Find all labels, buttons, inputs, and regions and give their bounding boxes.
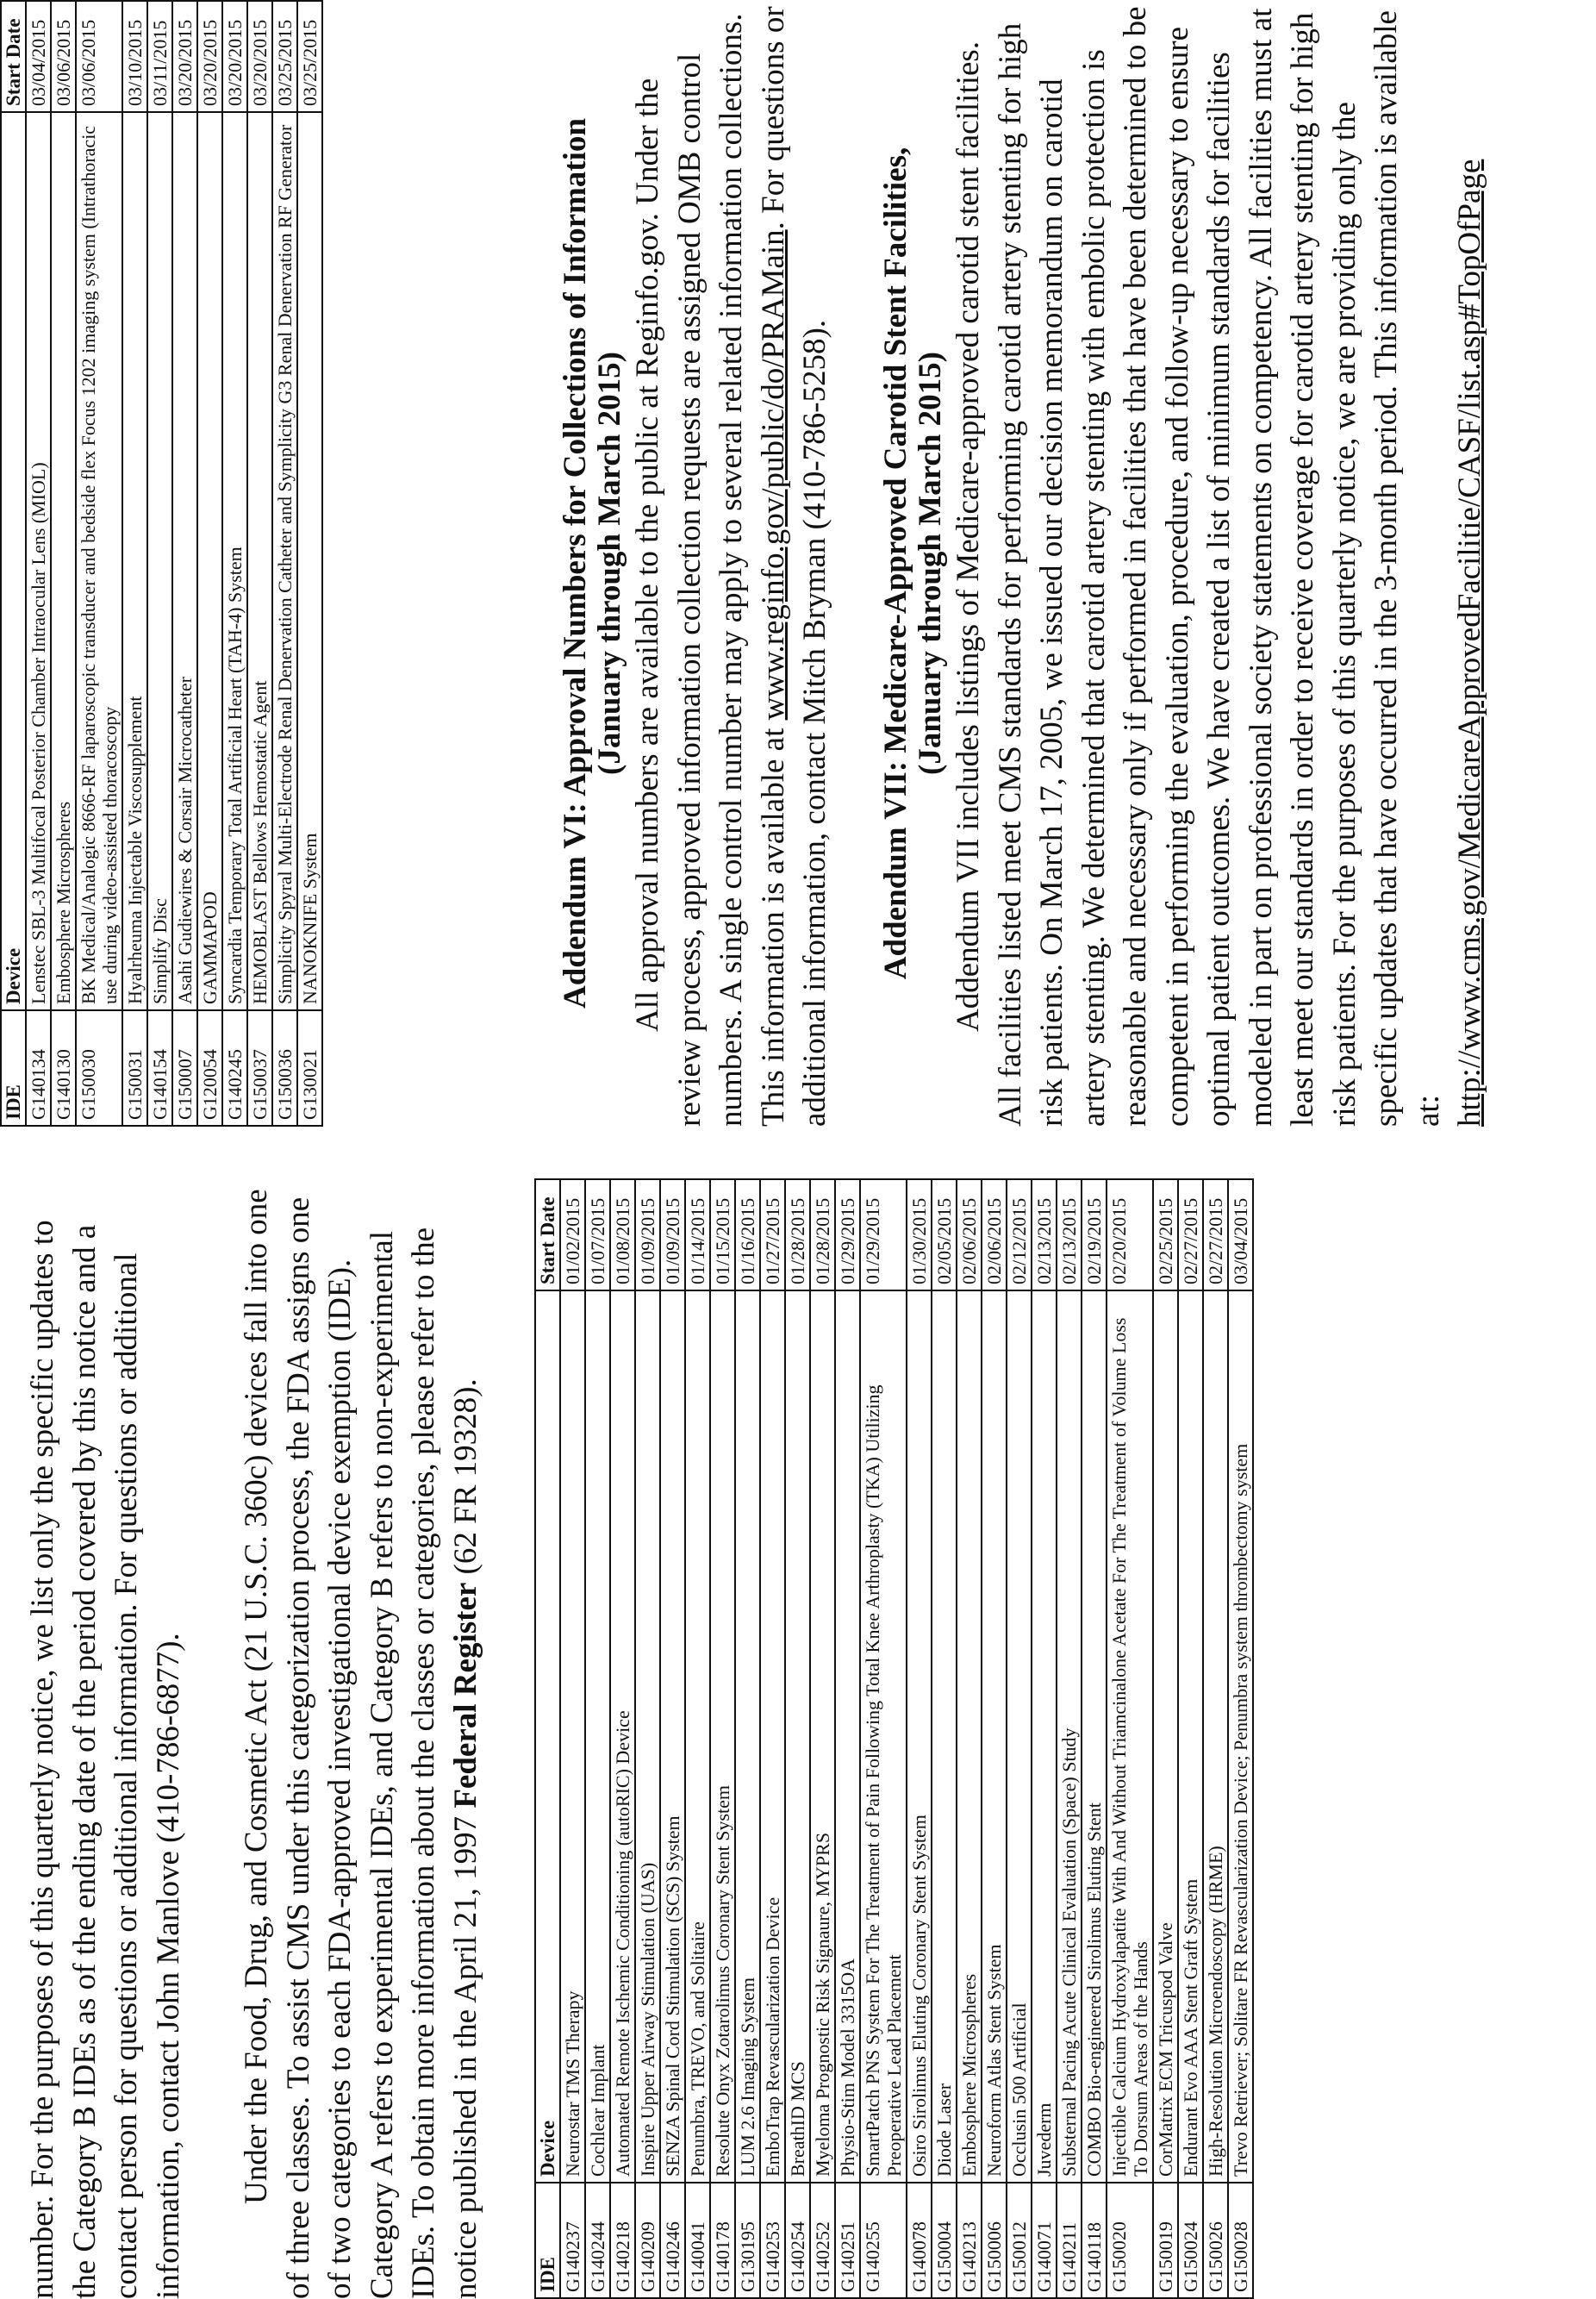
- table-row: [560, 1179, 585, 2298]
- ide-cell: G140078: [907, 2183, 932, 2298]
- table-row: [272, 1, 297, 1126]
- ide-cell: G150004: [932, 2183, 957, 2298]
- table-row: [197, 1, 222, 1126]
- ide-cell: G150030: [76, 1010, 122, 1126]
- table-row: [760, 1179, 785, 2298]
- table-row: [1178, 1179, 1203, 2298]
- ide-cell: G140246: [660, 2183, 685, 2298]
- device-cell: Penumbra, TREVO, and Solitaire: [685, 1290, 710, 2183]
- device-cell: Asahi Gudiewires & Corsair Microcatheter: [172, 112, 197, 1010]
- device-cell: SENZA Spinal Cord Stimulation (SCS) System: [660, 1290, 685, 2183]
- intro-paragraph: [22, 1178, 190, 2299]
- start-date-cell: 01/29/2015: [860, 1179, 907, 1290]
- device-cell: LUM 2.6 Imaging System: [735, 1290, 760, 2183]
- header-device: Device: [1, 112, 26, 1010]
- addendum-vii-paragraph: [948, 0, 1492, 1127]
- device-cell: NANOKNIFE System: [297, 112, 322, 1010]
- reginfo-link[interactable]: www.reginfo.gov/public/do/PRAMain: [755, 229, 791, 721]
- start-date-cell: 02/19/2015: [1082, 1179, 1107, 1290]
- table-row: [907, 1179, 932, 2298]
- ide-cell: G140245: [222, 1010, 247, 1126]
- device-cell: CorMatrix ECM Tricuspod Valve: [1153, 1290, 1178, 2183]
- device-cell: Myeloma Prognostic Risk Signaure, MYPRS: [810, 1290, 835, 2183]
- intro-text: number. For the purposes of this quarterly notice, we list only the specific updates to the Category B IDEs as of the ending date of the period covered by this notice and a contact person for questions or additional information. For questions or additional information, contact John Manlove (410-786-6877).: [25, 1220, 186, 2299]
- addendum-vi-text-end: . For questions or additional information, contact Mitch Bryman (410-786-5258).: [755, 6, 832, 1127]
- device-cell: Inspire Upper Airway Stimulation (UAS): [635, 1290, 660, 2183]
- ide-cell: G140254: [785, 2183, 810, 2298]
- addendum-vii-subtitle: (January through March 2015): [913, 352, 948, 775]
- ide-cell: G140218: [610, 2183, 635, 2298]
- start-date-cell: 03/04/2015: [1228, 1179, 1253, 1290]
- ide-cell: G140041: [685, 2183, 710, 2298]
- device-cell: HEMOBLAST Bellows Hemostatic Agent: [247, 112, 272, 1010]
- addendum-vii-title: Addendum VII: Medicare-Approved Carotid Stent Facilities,: [878, 147, 913, 980]
- addendum-vi-text: All approval numbers are available to the public at Reginfo.gov. Under the review process, approved information collection requests are assigned OMB control numbers. A single control number may apply to several related information collections. This information is available at: [630, 13, 791, 1127]
- header-ide: IDE: [1, 1010, 26, 1126]
- ide-table-left: [534, 1178, 1254, 2299]
- ide-cell: G130195: [735, 2183, 760, 2298]
- table-header-row: [1, 1, 26, 1126]
- device-cell: Simplicity Spyral Multi-Electrode Renal Denervation Catheter and Symplicity G3 Renal Denervation RF Generator: [272, 112, 297, 1010]
- ide-cell: G150020: [1107, 2183, 1153, 2298]
- start-date-cell: 01/08/2015: [610, 1179, 635, 1290]
- ide-cell: G140213: [957, 2183, 982, 2298]
- table-row: [26, 1, 51, 1126]
- start-date-cell: 01/14/2015: [685, 1179, 710, 1290]
- addendum-vi-title: Addendum VI: Approval Numbers for Collections of Information: [558, 118, 593, 1009]
- device-cell: Resolute Onyx Zotarolimus Coronary Stent System: [710, 1290, 735, 2183]
- addendum-vi-paragraph: [627, 0, 837, 1127]
- ide-cell: G140209: [635, 2183, 660, 2298]
- device-cell: BreathID MCS: [785, 1290, 810, 2183]
- device-cell: Occlusin 500 Artificial: [1007, 1290, 1032, 2183]
- ide-cell: G140255: [860, 2183, 907, 2298]
- table-row: [122, 1, 147, 1126]
- table-row: [1107, 1179, 1153, 2298]
- device-cell: Embosphere Microspheres: [957, 1290, 982, 2183]
- start-date-cell: 01/15/2015: [710, 1179, 735, 1290]
- device-cell: Lenstec SBL-3 Multifocal Posterior Chamber Intraocular Lens (MIOL): [26, 112, 51, 1010]
- device-cell: Syncardia Temporary Total Artificial Heart (TAH-4) System: [222, 112, 247, 1010]
- device-cell: Substernal Pacing Acute Clinical Evaluation (Space) Study: [1057, 1290, 1082, 2183]
- table-row: [147, 1, 172, 1126]
- header-start-date: Start Date: [535, 1179, 560, 1290]
- start-date-cell: 02/13/2015: [1032, 1179, 1057, 1290]
- table-row: [785, 1179, 810, 2298]
- ide-cell: G140252: [810, 2183, 835, 2298]
- start-date-cell: 01/09/2015: [660, 1179, 685, 1290]
- start-date-cell: 02/27/2015: [1178, 1179, 1203, 1290]
- device-cell: BK Medical/Analogic 8666-RF laparoscopic transducer and bedside flex Focus 1202 imaging system (Intrathoracic use during video-assisted thoracoscopy: [76, 112, 122, 1010]
- table-row: [982, 1179, 1007, 2298]
- ide-cell: G150036: [272, 1010, 297, 1126]
- table-row: [610, 1179, 635, 2298]
- addendum-vi-section: [558, 0, 837, 1127]
- ide-cell: G140071: [1032, 2183, 1057, 2298]
- table-row: [76, 1, 122, 1126]
- start-date-cell: 03/11/2015: [147, 1, 172, 112]
- ide-cell: G140130: [51, 1010, 76, 1126]
- start-date-cell: 02/05/2015: [932, 1179, 957, 1290]
- table-row: [660, 1179, 685, 2298]
- table-row: [710, 1179, 735, 2298]
- table-body: [560, 1179, 1253, 2298]
- start-date-cell: 02/12/2015: [1007, 1179, 1032, 1290]
- ide-cell: G140134: [26, 1010, 51, 1126]
- ide-cell: G130021: [297, 1010, 322, 1126]
- table-row: [735, 1179, 760, 2298]
- start-date-cell: 01/27/2015: [760, 1179, 785, 1290]
- start-date-cell: 01/02/2015: [560, 1179, 585, 1290]
- table-row: [51, 1, 76, 1126]
- table-row: [635, 1179, 660, 2298]
- start-date-cell: 02/20/2015: [1107, 1179, 1153, 1290]
- table-row: [222, 1, 247, 1126]
- table-row: [1153, 1179, 1178, 2298]
- start-date-cell: 03/06/2015: [76, 1, 122, 112]
- start-date-cell: 01/28/2015: [785, 1179, 810, 1290]
- table-row: [835, 1179, 860, 2298]
- ide-cell: G150026: [1203, 2183, 1228, 2298]
- start-date-cell: 01/29/2015: [835, 1179, 860, 1290]
- table-row: [247, 1, 272, 1126]
- start-date-cell: 03/20/2015: [172, 1, 197, 112]
- device-cell: Automated Remote Ischemic Conditioning (autoRIC) Device: [610, 1290, 635, 2183]
- ide-cell: G140253: [760, 2183, 785, 2298]
- device-cell: Osiro Sirolimus Eluting Coronary Stent System: [907, 1290, 932, 2183]
- device-cell: Trevo Retriever; Solitare FR Revascularization Device; Penumbra system thrombectomy system: [1228, 1290, 1253, 2183]
- ide-cell: G140244: [585, 2183, 610, 2298]
- right-column: [0, 0, 1596, 1127]
- device-cell: Embosphere Microspheres: [51, 112, 76, 1010]
- ide-cell: G150012: [1007, 2183, 1032, 2298]
- start-date-cell: 02/25/2015: [1153, 1179, 1178, 1290]
- device-cell: SmartPatch PNS System For The Treatment of Pain Following Total Knee Arthroplasty (TKA) Utilizing Preoperative Lead Placement: [860, 1290, 907, 2183]
- classes-text-end: (62 FR 19328).: [447, 1378, 483, 1583]
- device-cell: Physio-Stim Model 3315OA: [835, 1290, 860, 2183]
- addendum-vi-subtitle: (January through March 2015): [592, 352, 627, 775]
- ide-cell: G150006: [982, 2183, 1007, 2298]
- ide-cell: G150028: [1228, 2183, 1253, 2298]
- ide-cell: G140178: [710, 2183, 735, 2298]
- device-cell: Injectible Calcium Hydroxylapatite With And Without Triamcinalone Acetate For The Treatment of Volume Loss To Dorsum Areas of the Hands: [1107, 1290, 1153, 2183]
- table-row: [1203, 1179, 1228, 2298]
- addendum-vii-text: Addendum VII includes listings of Medicare-approved carotid stent facilities. All facilities listed meet CMS standards for performing carotid artery stenting for high risk patients. On March 17, 2005, we issued our decision memorandum on carotid artery stenting. We determined that carotid artery stenting with embolic protection is reasonable and necessary only if performed in facilities that have been determined to be competent in performing the evaluation, procedure, and follow-up necessary to ensure optimal patient outcomes. We have created a list of minimum standards for facilities modeled in part on professional society statements on competency. All facilities must at least meet our standards in order to receive coverage for carotid artery stenting for high risk patients. For the purposes of this quarterly notice, we are providing only the specific updates that have occurred in the 3-month period. This information is available at:: [951, 6, 1446, 1127]
- device-cell: Simplify Disc: [147, 112, 172, 1010]
- start-date-cell: 01/07/2015: [585, 1179, 610, 1290]
- ide-cell: G150019: [1153, 2183, 1178, 2298]
- table-row: [297, 1, 322, 1126]
- header-ide: IDE: [535, 2183, 560, 2298]
- table-row: [585, 1179, 610, 2298]
- start-date-cell: 03/06/2015: [51, 1, 76, 112]
- start-date-cell: 02/27/2015: [1203, 1179, 1228, 1290]
- device-cell: Hyalrheuma Injectable Viscosupplement: [122, 112, 147, 1010]
- table-row: [1007, 1179, 1032, 2298]
- table-row: [860, 1179, 907, 2298]
- start-date-cell: 02/06/2015: [957, 1179, 982, 1290]
- table-row: [1082, 1179, 1107, 2298]
- ide-cell: G150007: [172, 1010, 197, 1126]
- header-start-date: Start Date: [1, 1, 26, 112]
- table-row: [932, 1179, 957, 2298]
- ide-table-right: [0, 0, 323, 1127]
- left-column: [0, 1178, 1596, 2299]
- table-row: [685, 1179, 710, 2298]
- ide-cell: G140118: [1082, 2183, 1107, 2298]
- start-date-cell: 01/09/2015: [635, 1179, 660, 1290]
- device-cell: Cochlear Implant: [585, 1290, 610, 2183]
- ide-cell: G140211: [1057, 2183, 1082, 2298]
- table-row: [810, 1179, 835, 2298]
- table-body: [26, 1, 322, 1126]
- device-cell: High-Resolution Microendoscopy (HRME): [1203, 1290, 1228, 2183]
- ide-cell: G140237: [560, 2183, 585, 2298]
- start-date-cell: 03/20/2015: [247, 1, 272, 112]
- start-date-cell: 02/06/2015: [982, 1179, 1007, 1290]
- start-date-cell: 01/30/2015: [907, 1179, 932, 1290]
- device-cell: Diode Laser: [932, 1290, 957, 2183]
- device-cell: Endurant Evo AAA Stent Graft System: [1178, 1290, 1203, 2183]
- start-date-cell: 01/16/2015: [735, 1179, 760, 1290]
- device-cell: Neuroform Atlas Stent System: [982, 1290, 1007, 2183]
- ide-cell: G150031: [122, 1010, 147, 1126]
- start-date-cell: 03/04/2015: [26, 1, 51, 112]
- start-date-cell: 01/28/2015: [810, 1179, 835, 1290]
- addendum-vii-section: [879, 0, 1492, 1127]
- classes-text: Under the Food, Drug, and Cosmetic Act (21 U.S.C. 360c) devices fall into one of three classes. To assist CMS under this categorization process, the FDA assigns one of two categories to each FDA-approved investigational device exemption (IDE). Category A refers to experimental IDEs, and Category B refers to non-experimental IDEs. To obtain more information about the classes or categories, please refer to the notice published in the April 21, 1997: [239, 1189, 483, 2299]
- device-cell: Juvederm: [1032, 1290, 1057, 2183]
- device-cell: EmboTrap Revascularization Device: [760, 1290, 785, 2183]
- cms-casf-link[interactable]: http://www.cms.gov/MedicareApprovedFacilitie/CASF/list.asp#TopOfPage: [1452, 159, 1487, 1127]
- start-date-cell: 03/20/2015: [222, 1, 247, 112]
- device-cell: Neurostar TMS Therapy: [560, 1290, 585, 2183]
- ide-cell: G140154: [147, 1010, 172, 1126]
- header-device: Device: [535, 1290, 560, 2183]
- table-row: [957, 1179, 982, 2298]
- ide-cell: G140251: [835, 2183, 860, 2298]
- start-date-cell: 03/25/2015: [297, 1, 322, 112]
- table-header-row: [535, 1179, 560, 2298]
- ide-cell: G150037: [247, 1010, 272, 1126]
- table-row: [1228, 1179, 1253, 2298]
- table-row: [1057, 1179, 1082, 2298]
- start-date-cell: 03/10/2015: [122, 1, 147, 112]
- ide-cell: G150024: [1178, 2183, 1203, 2298]
- device-cell: COMBO Bio-engineered Sirolimus Eluting Stent: [1082, 1290, 1107, 2183]
- table-row: [1032, 1179, 1057, 2298]
- device-cell: GAMMAPOD: [197, 112, 222, 1010]
- federal-register-label: Federal Register: [447, 1582, 483, 1809]
- start-date-cell: 03/25/2015: [272, 1, 297, 112]
- table-row: [172, 1, 197, 1126]
- classes-paragraph: [236, 1178, 487, 2299]
- start-date-cell: 03/20/2015: [197, 1, 222, 112]
- start-date-cell: 02/13/2015: [1057, 1179, 1082, 1290]
- ide-cell: G120054: [197, 1010, 222, 1126]
